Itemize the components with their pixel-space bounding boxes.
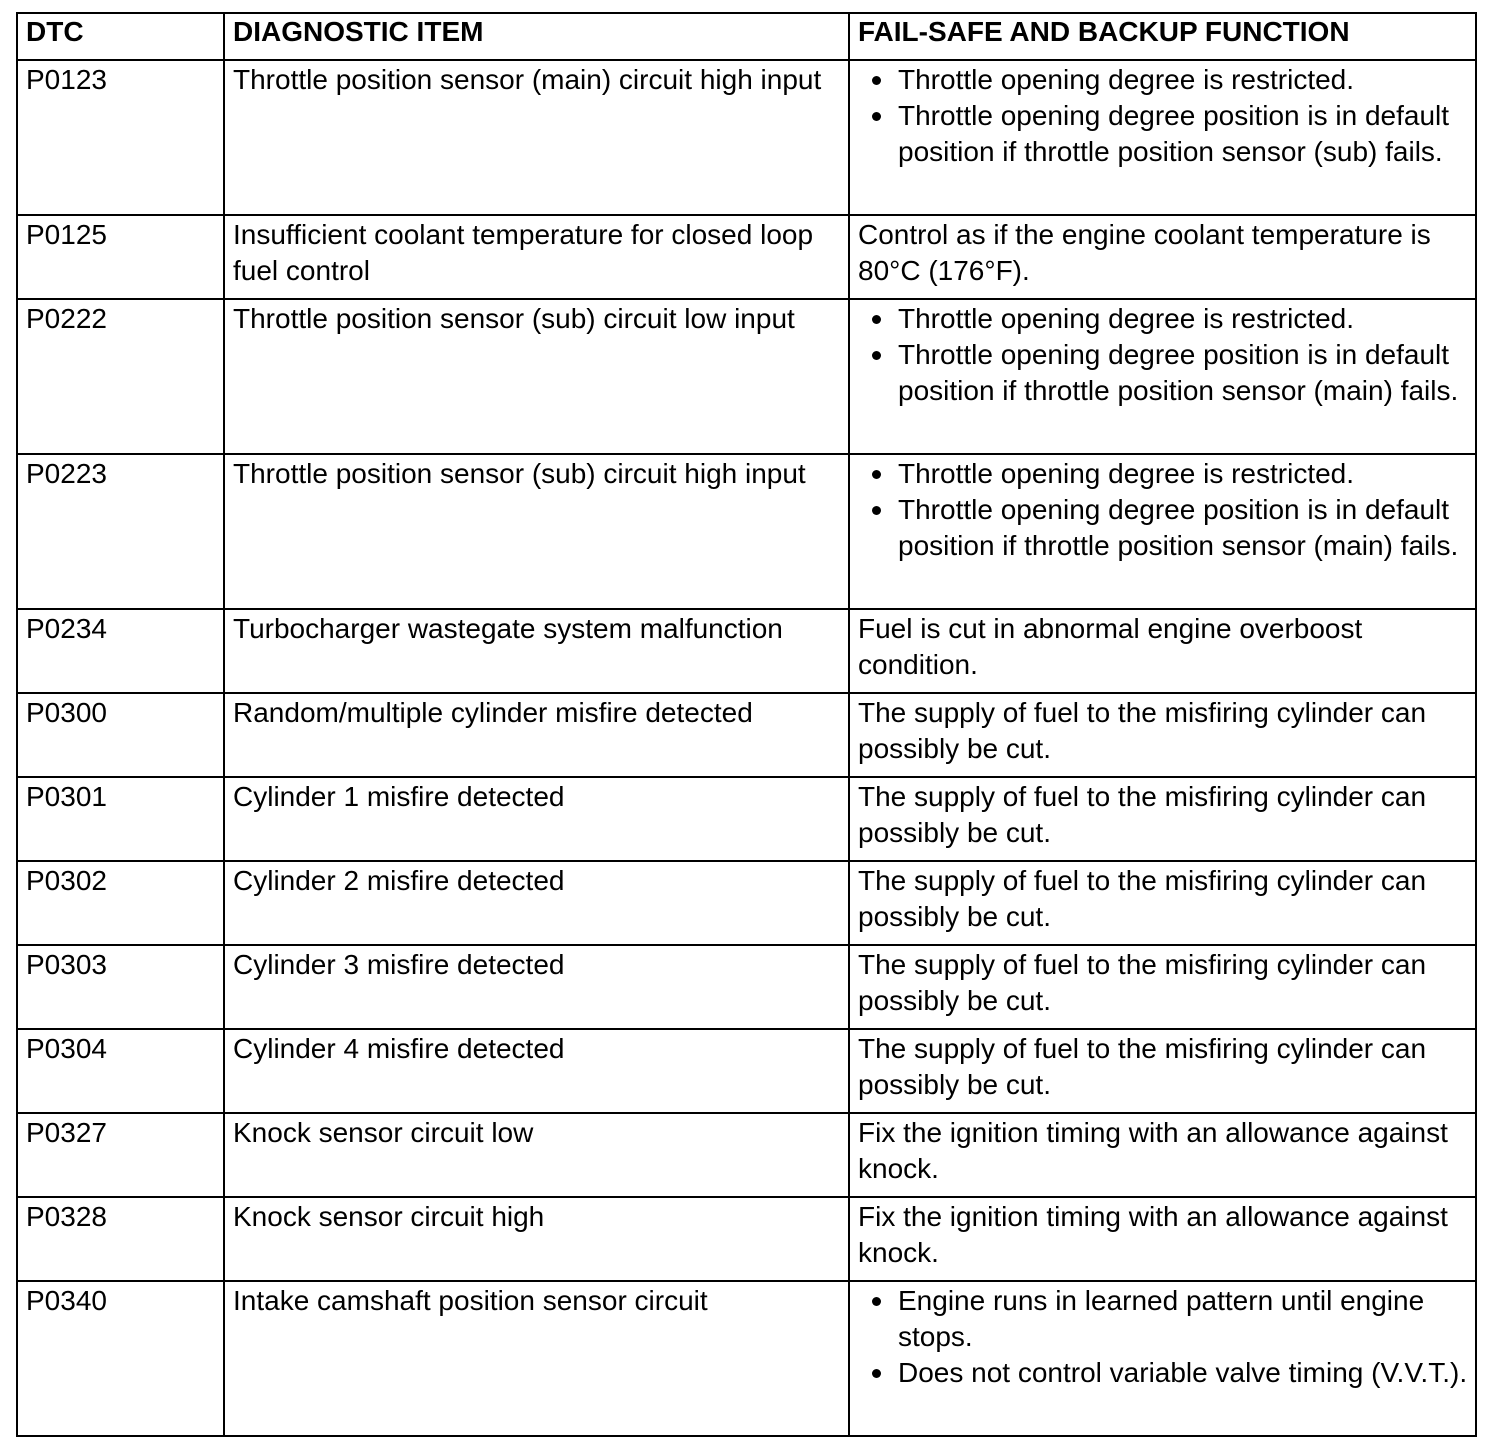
fail-safe-bullet: Throttle opening degree is restricted. [858,456,1469,492]
diagnostic-item: Throttle position sensor (sub) circuit low input [224,299,849,454]
fail-safe-bullet-list [858,1283,1469,1391]
dtc-code: P0304 [17,1029,224,1113]
table-row [17,454,1476,609]
table-row [17,693,1476,777]
diagnostic-item: Knock sensor circuit high [224,1197,849,1281]
dtc-code: P0340 [17,1281,224,1436]
table-row [17,861,1476,945]
fail-safe-function [849,299,1476,454]
diagnostic-item: Random/multiple cylinder misfire detected [224,693,849,777]
fail-safe-function: The supply of fuel to the misfiring cylinder can possibly be cut. [849,945,1476,1029]
dtc-code: P0302 [17,861,224,945]
table-row [17,1029,1476,1113]
fail-safe-bullet-list [858,456,1469,564]
fail-safe-bullet: Throttle opening degree position is in default position if throttle position sensor (main) fails. [858,492,1469,564]
fail-safe-bullet: Throttle opening degree position is in default position if throttle position sensor (sub) fails. [858,98,1469,170]
dtc-code: P0125 [17,215,224,299]
diagnostic-item: Cylinder 2 misfire detected [224,861,849,945]
fail-safe-bullet-list [858,301,1469,409]
table-body [17,60,1476,1436]
header-dtc: DTC [17,13,224,60]
diagnostic-item: Throttle position sensor (sub) circuit high input [224,454,849,609]
diagnostic-item: Cylinder 4 misfire detected [224,1029,849,1113]
table-row [17,215,1476,299]
dtc-fail-safe-table [16,12,1477,1437]
fail-safe-bullet: Throttle opening degree is restricted. [858,62,1469,98]
dtc-code: P0123 [17,60,224,215]
fail-safe-bullet-list [858,62,1469,170]
fail-safe-bullet: Throttle opening degree position is in default position if throttle position sensor (main) fails. [858,337,1469,409]
fail-safe-function: Fix the ignition timing with an allowance against knock. [849,1197,1476,1281]
fail-safe-function: Fix the ignition timing with an allowance against knock. [849,1113,1476,1197]
table-row [17,60,1476,215]
dtc-code: P0300 [17,693,224,777]
fail-safe-function: The supply of fuel to the misfiring cylinder can possibly be cut. [849,861,1476,945]
fail-safe-bullet: Throttle opening degree is restricted. [858,301,1469,337]
diagnostic-item: Intake camshaft position sensor circuit [224,1281,849,1436]
fail-safe-function: The supply of fuel to the misfiring cylinder can possibly be cut. [849,777,1476,861]
fail-safe-bullet: Does not control variable valve timing (V.V.T.). [858,1355,1469,1391]
dtc-code: P0328 [17,1197,224,1281]
dtc-code: P0327 [17,1113,224,1197]
dtc-code: P0234 [17,609,224,693]
table-row [17,777,1476,861]
header-fail-safe-function: FAIL-SAFE AND BACKUP FUNCTION [849,13,1476,60]
dtc-code: P0301 [17,777,224,861]
table-row [17,1281,1476,1436]
table-row [17,609,1476,693]
table-row [17,299,1476,454]
diagnostic-item: Cylinder 3 misfire detected [224,945,849,1029]
fail-safe-function: The supply of fuel to the misfiring cylinder can possibly be cut. [849,1029,1476,1113]
diagnostic-item: Insufficient coolant temperature for closed loop fuel control [224,215,849,299]
table-row [17,945,1476,1029]
fail-safe-function [849,60,1476,215]
header-diagnostic-item: DIAGNOSTIC ITEM [224,13,849,60]
header-row [17,13,1476,60]
table-row [17,1197,1476,1281]
fail-safe-function: The supply of fuel to the misfiring cylinder can possibly be cut. [849,693,1476,777]
fail-safe-bullet: Engine runs in learned pattern until engine stops. [858,1283,1469,1355]
fail-safe-function: Control as if the engine coolant temperature is 80°C (176°F). [849,215,1476,299]
fail-safe-function: Fuel is cut in abnormal engine overboost condition. [849,609,1476,693]
diagnostic-item: Knock sensor circuit low [224,1113,849,1197]
dtc-code: P0303 [17,945,224,1029]
dtc-code: P0223 [17,454,224,609]
table-row [17,1113,1476,1197]
diagnostic-item: Throttle position sensor (main) circuit high input [224,60,849,215]
dtc-code: P0222 [17,299,224,454]
diagnostic-item: Cylinder 1 misfire detected [224,777,849,861]
fail-safe-function [849,1281,1476,1436]
fail-safe-function [849,454,1476,609]
diagnostic-item: Turbocharger wastegate system malfunction [224,609,849,693]
